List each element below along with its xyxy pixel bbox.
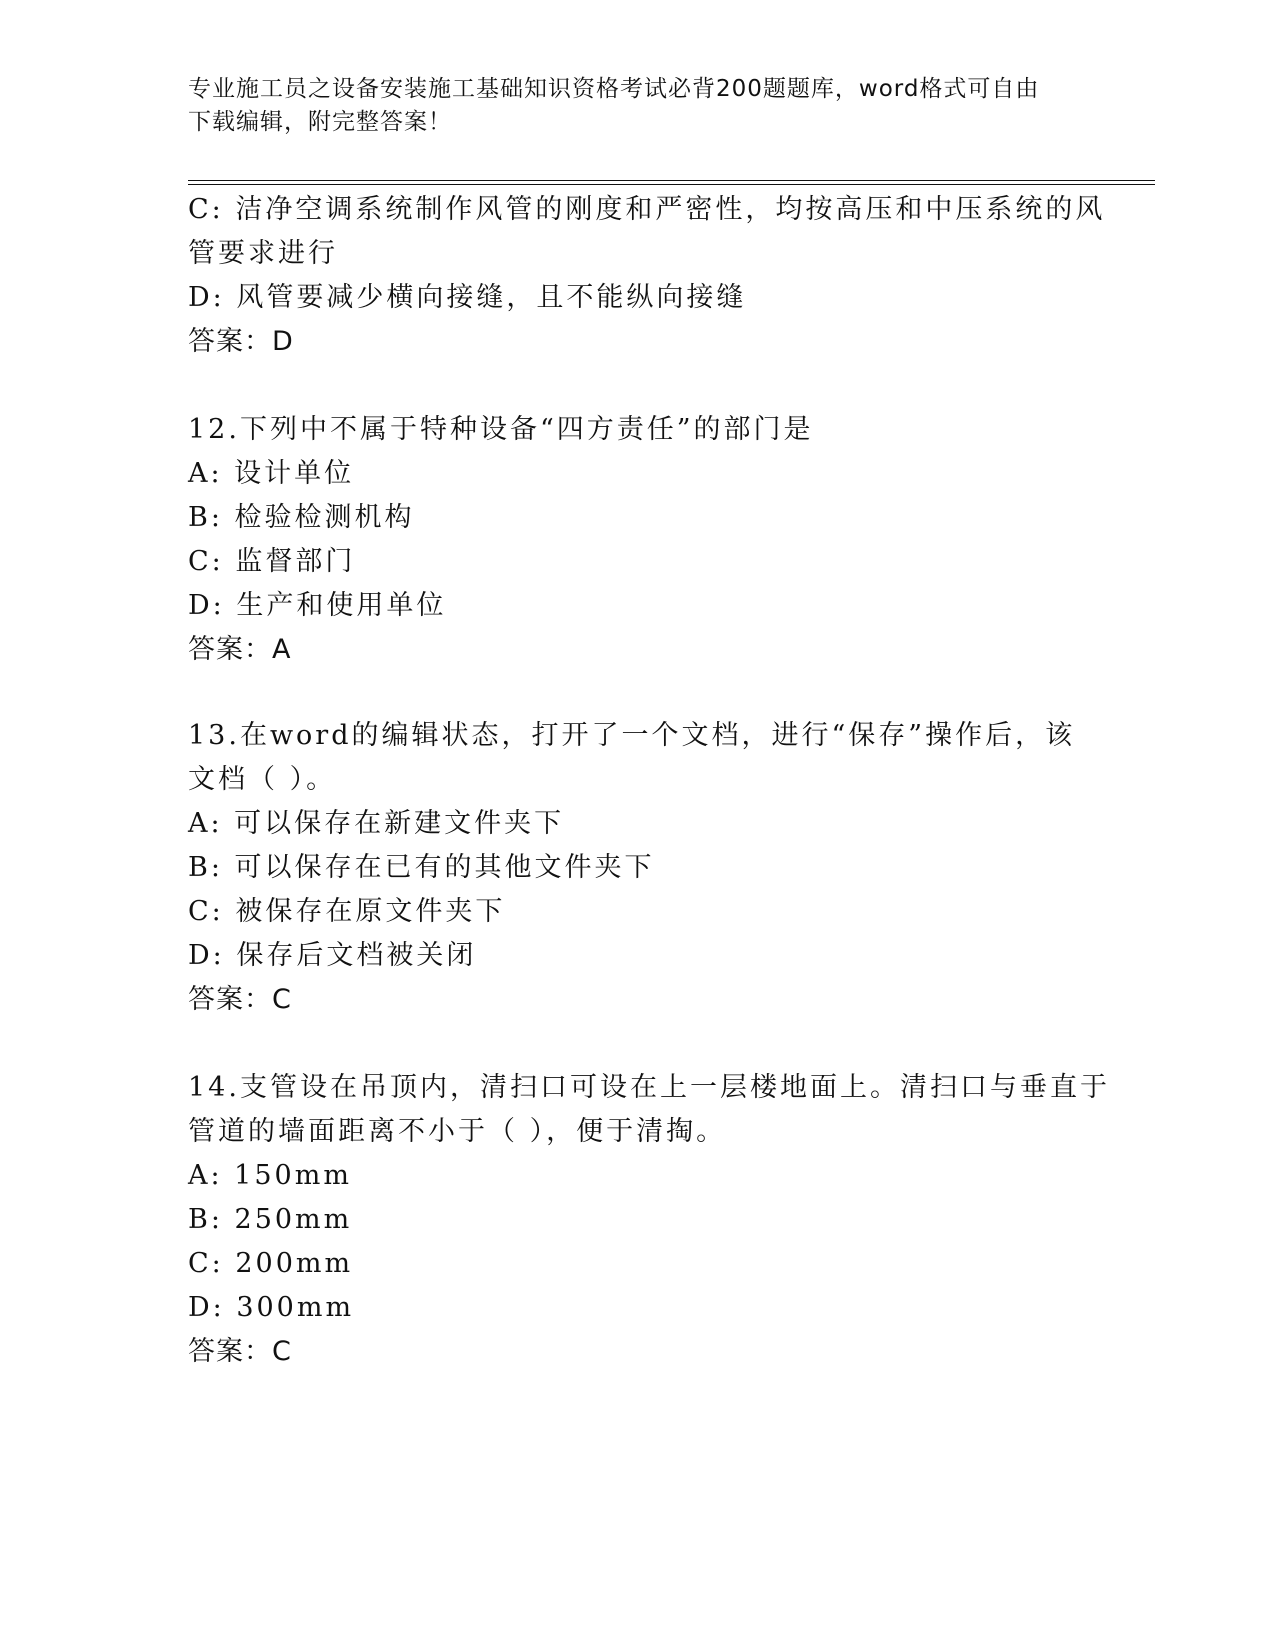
q14-option-b: B: 250mm [188,1204,353,1235]
q12-option-a: A: 设计单位 [188,458,355,489]
q12-option-b: B: 检验检测机构 [188,502,415,533]
q14-option-d: D: 300mm [188,1292,355,1323]
q11-option-c-line-1: C: 洁净空调系统制作风管的刚度和严密性，均按高压和中压系统的风 [188,194,1106,225]
q14-option-c: C: 200mm [188,1248,354,1279]
header-title-line-2: 下载编辑，附完整答案！ [188,109,452,135]
header-rule-bottom [188,184,1155,185]
q13-option-a: A: 可以保存在新建文件夹下 [188,808,565,839]
q12-answer: 答案：A [188,634,292,665]
q11-option-d: D: 风管要减少横向接缝，且不能纵向接缝 [188,282,747,313]
q13-answer: 答案：C [188,984,292,1015]
q13-option-b: B: 可以保存在已有的其他文件夹下 [188,852,655,883]
q13-option-c: C: 被保存在原文件夹下 [188,896,506,927]
document-header [188,73,1088,139]
q13-option-d: D: 保存后文档被关闭 [188,940,477,971]
q11-answer: 答案：D [188,326,294,357]
q13-question-line-1: 13.在word的编辑状态，打开了一个文档，进行“保存”操作后，该 [188,720,1076,751]
q14-option-a: A: 150mm [188,1160,352,1191]
q12-option-c: C: 监督部门 [188,546,356,577]
q14-question-line-2: 管道的墙面距离不小于（ ），便于清掏。 [188,1116,727,1147]
q11-option-c-line-2: 管要求进行 [188,238,338,269]
q12-question: 12.下列中不属于特种设备“四方责任”的部门是 [188,414,814,445]
header-rule-top [188,180,1155,181]
q12-option-d: D: 生产和使用单位 [188,590,447,621]
q14-question-line-1: 14.支管设在吊顶内，清扫口可设在上一层楼地面上。清扫口与垂直于 [188,1072,1110,1103]
q14-answer: 答案：C [188,1336,292,1367]
header-title-line-1: 专业施工员之设备安装施工基础知识资格考试必背200题题库，word格式可自由 [188,76,1040,102]
q13-question-line-2: 文档（ ）。 [188,764,337,795]
